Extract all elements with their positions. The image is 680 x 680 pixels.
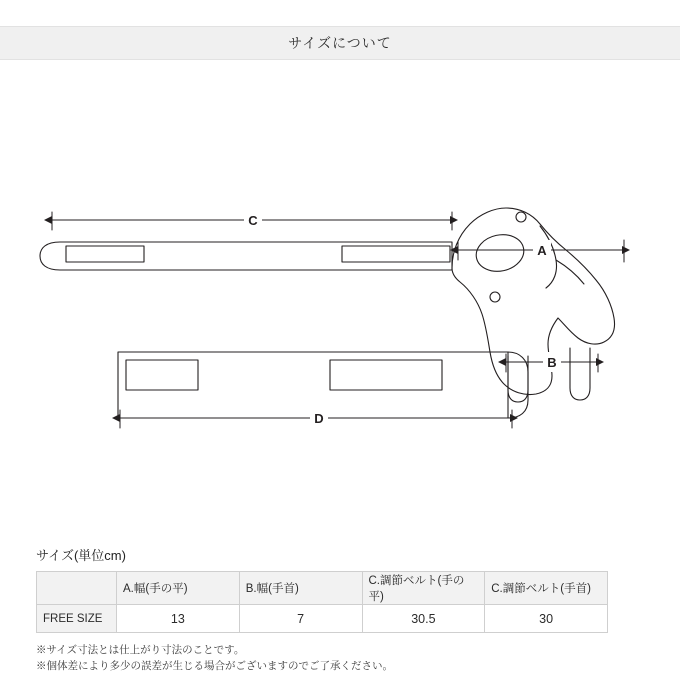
table-header-c-belt-palm: C.調節ベルト(手の平)	[362, 572, 485, 605]
page-title: サイズについて	[288, 35, 392, 51]
size-table	[36, 571, 608, 633]
dimension-label-d: D	[314, 411, 324, 426]
size-table-block	[36, 545, 646, 675]
table-row	[37, 605, 608, 633]
table-header-row	[37, 572, 608, 605]
size-notes	[36, 642, 646, 675]
row-label-free-size: FREE SIZE	[37, 605, 117, 633]
header-bar	[0, 26, 680, 60]
table-header-c-belt-wrist: C.調節ベルト(手首)	[485, 572, 608, 605]
size-table-head	[37, 572, 608, 605]
dimension-label-c: C	[248, 213, 258, 228]
size-table-body	[37, 605, 608, 633]
cell-c-belt-wrist: 30	[485, 605, 608, 633]
size-table-caption: サイズ(単位cm)	[36, 548, 126, 563]
product-size-diagram	[0, 120, 680, 520]
table-header-corner	[37, 572, 117, 605]
cell-b-width-wrist: 7	[239, 605, 362, 633]
table-header-b-width-wrist: B.幅(手首)	[239, 572, 362, 605]
size-note-2: ※個体差により多少の誤差が生じる場合がございますのでご了承ください。	[36, 660, 393, 673]
size-note-1: ※サイズ寸法とは仕上がり寸法のことです。	[36, 644, 245, 656]
dimension-label-a: A	[537, 243, 547, 258]
dimension-label-b: B	[547, 355, 557, 370]
table-header-a-width-palm: A.幅(手の平)	[117, 572, 240, 605]
cell-c-belt-palm: 30.5	[362, 605, 485, 633]
cell-a-width-palm: 13	[117, 605, 240, 633]
